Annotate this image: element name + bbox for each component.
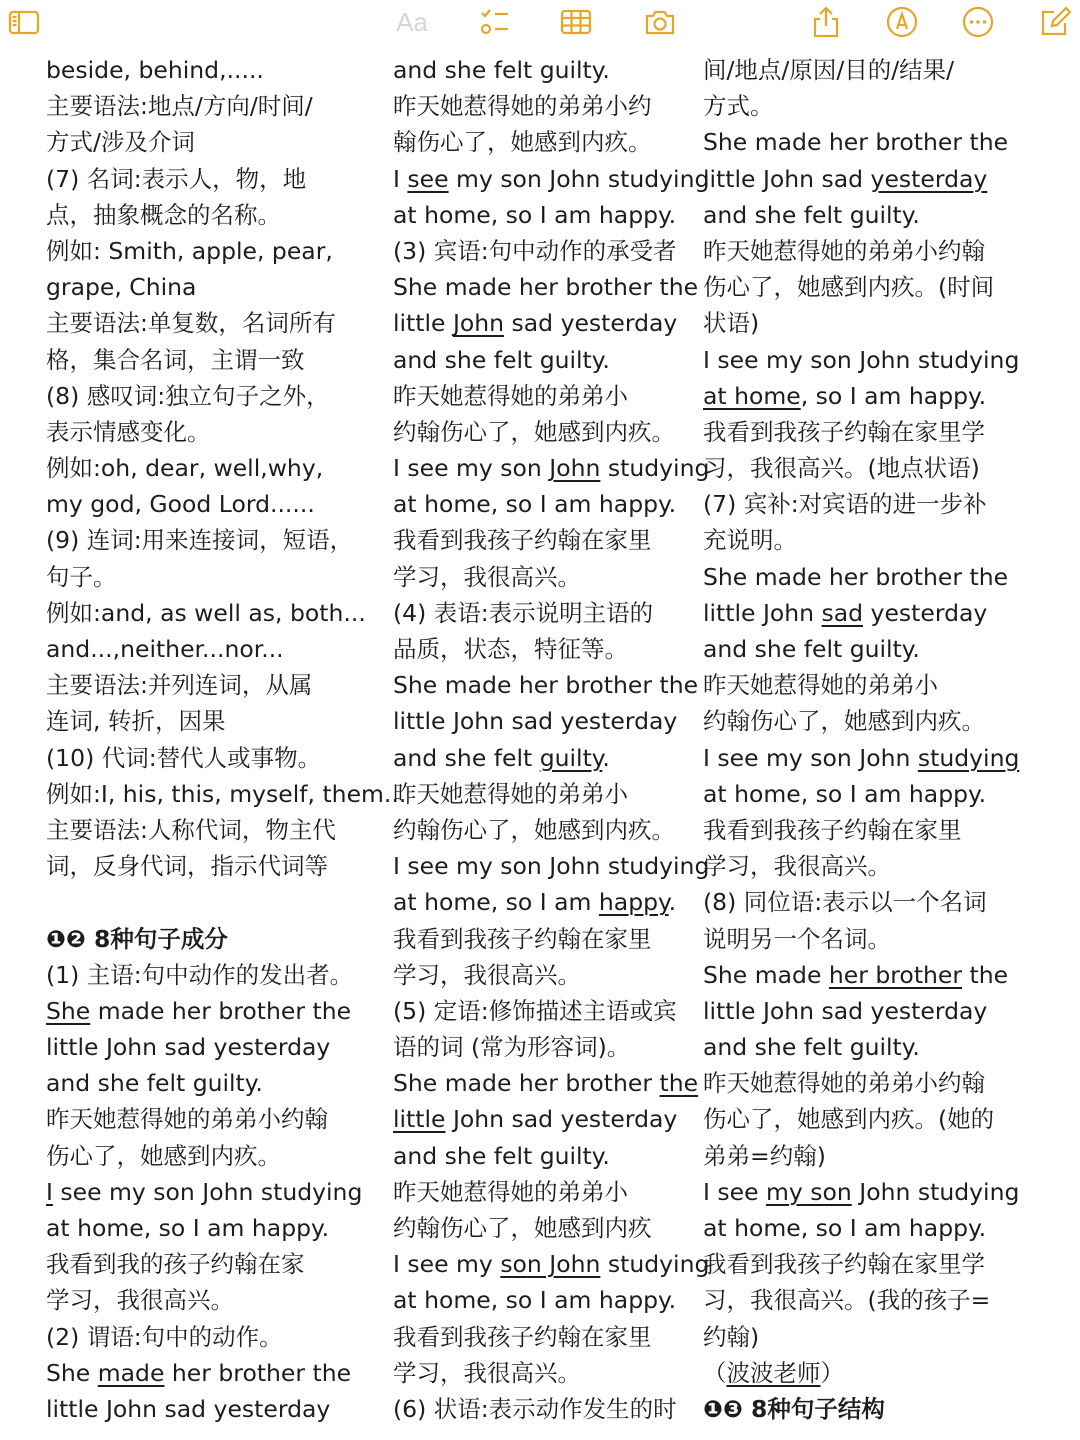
text-segment: 我看到我孩子约翰在家里 [703,815,962,844]
note-line [46,703,396,739]
text-segment: I see my [393,1250,501,1279]
note-line [46,1065,396,1101]
note-line [46,812,396,848]
note-line [46,776,407,812]
underlined-text: made [97,1358,165,1387]
note-line [46,1391,396,1427]
note-line [46,1138,396,1174]
note-line [703,884,1073,920]
note-line [703,124,1073,160]
note-line [393,88,703,124]
text-segment: 主要语法:人称代词，物主代 [46,815,336,844]
note-line [393,703,703,739]
note-line [393,667,703,703]
text-segment: She made her brother the [393,671,699,700]
text-segment: little [393,309,453,338]
note-column-1 [46,52,407,1427]
note-line [703,1174,1073,1210]
more-options-icon[interactable] [958,2,998,42]
note-line [393,595,703,631]
text-segment: 例如:and, as well as, both... [46,598,366,627]
text-segment: 我看到我孩子约翰在家里 [393,1322,652,1351]
text-segment: 弟弟=约翰) [703,1141,826,1170]
text-segment: (8) 同位语:表示以一个名词 [703,888,987,917]
underlined-text: studying [917,743,1020,772]
text-segment: I see my son John [703,743,918,772]
text-segment: 例如: Smith, apple, pear, [46,236,333,265]
text-segment: and she felt guilty. [393,345,610,374]
text-segment: 昨天她惹得她的弟弟小约翰 [46,1105,328,1134]
text-segment: 约翰) [703,1322,760,1351]
note-line [393,378,703,414]
note-line [703,1319,1073,1355]
text-segment: I see my son John studying [703,345,1020,374]
text-segment: little John sad yesterday [393,707,678,736]
note-line [46,378,396,414]
note-line [46,559,396,595]
text-segment: 间/地点/原因/目的/结果/ [703,56,955,84]
text-segment: the [962,960,1009,989]
note-line [703,1391,1073,1427]
text-segment: sad yesterday [504,309,678,338]
note-line [703,559,1073,595]
text-segment: 充说明。 [703,526,797,555]
text-segment: 昨天她惹得她的弟弟小约翰 [703,1069,985,1098]
note-line [703,1246,1073,1282]
text-segment: 表示情感变化。 [46,417,211,446]
note-line [393,631,703,667]
checklist-icon[interactable] [474,2,514,42]
note-line [46,1355,396,1391]
note-line [393,1210,703,1246]
text-segment: at home, so I am happy. [393,490,677,519]
text-segment: 学习，我很高兴。 [393,1358,581,1387]
underlined-text: see [407,164,449,193]
text-segment: little John sad [703,164,871,193]
note-line [703,305,1073,341]
note-line [46,957,396,993]
text-segment: 昨天她惹得她的弟弟小 [703,671,938,700]
note-line [393,957,703,993]
note-line [393,1065,703,1101]
text-segment: 方式/涉及介词 [46,128,195,157]
text-segment: 语的词 (常为形容词)。 [393,1033,631,1062]
text-segment: and she felt [393,743,540,772]
note-line [703,522,1073,558]
text-segment: studying [600,1250,710,1279]
note-column-2 [393,52,710,1427]
note-line [703,197,1073,233]
note-line [393,124,703,160]
note-line [393,776,703,812]
note-line [703,776,1073,812]
text-segment: (2) 谓语:句中的动作。 [46,1322,283,1351]
text-segment: and she felt guilty. [703,1033,920,1062]
note-line [46,1282,396,1318]
text-segment: at home, so I am happy. [703,779,987,808]
text-segment: 主要语法:单复数，名词所有 [46,309,336,338]
text-segment: grape, China [46,273,197,302]
text-segment: She made [703,960,829,989]
note-line [46,52,396,88]
text-segment: 昨天她惹得她的弟弟小约 [393,92,652,121]
text-segment: She made her brother the [393,273,699,302]
underlined-text: 波波老师 [726,1358,821,1387]
note-line [393,486,703,522]
text-segment: (7) 名词:表示人，物，地 [46,164,307,193]
text-segment: (8) 感叹词:独立句子之外， [46,381,330,410]
text-segment: She made her brother [393,1069,660,1098]
text-segment: 例如:oh, dear, well,why, [46,454,324,483]
text-segment: at home, so I am happy. [393,200,677,229]
text-segment: . [668,888,677,917]
note-column-3 [703,52,1073,1427]
note-line [703,52,1073,88]
note-line [46,1101,396,1137]
note-line [46,921,396,957]
text-segment: I see [703,1177,767,1206]
note-line [703,414,1073,450]
note-line [393,197,703,233]
note-line [46,269,396,305]
underlined-text: her brother [828,960,963,989]
text-segment: 伤心了，她感到内疚。 [46,1141,281,1170]
note-line [703,1101,1073,1137]
text-segment: 品质，状态，特征等。 [393,635,628,663]
text-segment: 昨天她惹得她的弟弟小约翰 [703,236,985,265]
note-line [703,812,1073,848]
text-segment: studying [600,454,710,483]
note-line [393,1101,703,1137]
note-line [393,1282,703,1318]
text-segment: 学习，我很高兴。 [393,960,581,989]
underlined-text: yesterday [870,164,988,193]
note-line [703,1138,1073,1174]
text-segment: 主要语法:并列连词，从属 [46,671,313,700]
note-line [703,848,1073,884]
text-segment: (3) 宾语:句中动作的承受者 [393,236,677,265]
underlined-text: John [549,454,601,483]
note-line [46,233,396,269]
text-segment: (1) 主语:句中动作的发出者。 [46,960,354,989]
text-segment: 昨天她惹得她的弟弟小 [393,1177,628,1206]
text-segment: beside, behind,..... [46,56,264,84]
text-segment: 翰伤心了，她感到内疚。 [393,128,652,157]
text-segment: 昨天她惹得她的弟弟小 [393,779,628,808]
text-segment: at home, so I am happy. [46,1214,330,1242]
share-icon[interactable] [806,2,846,42]
text-segment: ） [820,1358,844,1387]
text-segment: 我看到我的孩子约翰在家 [46,1250,305,1279]
text-segment: 主要语法:地点/方向/时间/ [46,92,313,121]
underlined-text: guilty [539,743,603,772]
text-segment: 学习，我很高兴。 [46,1286,234,1315]
note-line [703,342,1073,378]
note-line [46,1210,396,1246]
underlined-text: I [46,1177,53,1206]
text-segment: see my son John studying [52,1177,363,1206]
text-segment: （ [703,1358,727,1387]
note-line [703,1210,1073,1246]
text-segment: 格，集合名词，主谓一致 [46,345,305,374]
note-line [703,921,1073,957]
note-line [393,884,703,920]
text-segment: 方式。 [703,92,774,121]
text-segment: 我看到我孩子约翰在家里 [393,924,652,953]
text-format-button[interactable]: Aa [396,6,428,37]
section-heading: ❶❷ 8种句子成分 [46,924,228,953]
text-segment: 习，我很高兴。(我的孩子= [703,1286,991,1315]
text-segment: little John sad yesterday [46,1033,331,1062]
text-segment: 说明另一个名词。 [703,924,891,953]
markup-pen-icon[interactable] [882,2,922,42]
text-segment: (10) 代词:替代人或事物。 [46,743,322,772]
note-line [393,848,710,884]
text-segment: made her brother the [90,996,352,1025]
note-line [393,522,703,558]
note-line [46,124,396,160]
text-segment: 状语) [703,309,760,338]
note-line [703,269,1073,305]
note-line [46,1029,396,1065]
text-segment: I see my son John studying [393,852,710,881]
note-line [393,269,703,305]
note-line [393,993,703,1029]
underlined-text: John [452,309,505,338]
note-line [46,848,396,884]
text-segment: 伤心了，她感到内疚。(她的 [703,1105,995,1134]
text-segment: and she felt guilty. [703,635,920,663]
underlined-text: happy [598,888,669,917]
note-line [46,522,396,558]
text-segment: 习，我很高兴。(地点状语) [703,454,980,483]
text-segment: (4) 表语:表示说明主语的 [393,598,654,627]
note-line [46,197,396,233]
note-line [393,1138,703,1174]
note-line [393,305,703,341]
text-segment: 伤心了，她感到内疚。(时间 [703,273,995,302]
text-segment: 约翰伤心了，她感到内疚。 [703,707,985,736]
underlined-text: son John [500,1250,601,1279]
text-segment: (6) 状语:表示动作发生的时 [393,1394,677,1423]
note-line [393,342,703,378]
note-line [46,88,396,124]
note-line [703,1065,1073,1101]
text-segment: and she felt guilty. [703,200,920,229]
note-line [46,631,396,667]
note-line [703,378,1073,414]
text-segment: 我看到我孩子约翰在家里学 [703,1250,985,1279]
note-line [703,595,1073,631]
text-segment: 句子。 [46,562,117,591]
note-line [393,450,710,486]
note-line [703,667,1073,703]
text-segment: 例如:I, his, this, myself, them... [46,779,407,808]
text-segment: and she felt guilty. [393,56,610,84]
note-line [393,1319,703,1355]
text-segment: 我看到我孩子约翰在家里学 [703,417,985,446]
camera-icon[interactable] [640,2,680,42]
underlined-text: sad [821,598,864,627]
text-segment: her brother the [164,1358,352,1387]
text-segment: little John [703,598,822,627]
compose-icon[interactable] [1036,2,1076,42]
sidebar-toggle-icon[interactable] [4,2,44,42]
note-line [703,1355,1073,1391]
text-segment: at home, so I am happy. [703,1214,987,1242]
note-line [703,450,1073,486]
note-line [393,414,703,450]
note-line [393,921,703,957]
note-line [393,1029,703,1065]
note-line [703,703,1073,739]
text-segment: and she felt guilty. [393,1141,610,1170]
text-segment: John studying [851,1177,1020,1206]
note-line [703,957,1073,993]
text-segment: 约翰伤心了，她感到内疚。 [393,417,675,446]
note-line [46,1174,396,1210]
text-segment: at home, so I am [393,888,599,917]
text-segment: (5) 定语:修饰描述主语或宾 [393,996,677,1025]
note-line [46,342,396,378]
text-segment: . [602,743,610,772]
note-line [46,486,396,522]
text-segment: yesterday [863,598,988,627]
text-segment: 昨天她惹得她的弟弟小 [393,381,628,410]
text-segment: and she felt guilty. [46,1069,263,1098]
note-line [46,414,396,450]
note-line [393,559,703,595]
note-line [703,631,1073,667]
text-segment: John sad yesterday [445,1105,678,1134]
note-line [703,1029,1073,1065]
note-line [46,1319,396,1355]
text-segment: She [46,1358,98,1387]
note-line [393,812,703,848]
note-line [46,305,396,341]
text-segment: 约翰伤心了，她感到内疚 [393,1214,652,1242]
note-line [393,1391,703,1427]
text-segment: 我看到我孩子约翰在家里 [393,526,652,555]
text-segment: 约翰伤心了，她感到内疚。 [393,815,675,844]
note-line [393,740,703,776]
note-line [46,740,396,776]
note-line [46,450,396,486]
note-line [393,52,703,88]
note-line [46,1246,396,1282]
text-segment: 学习，我很高兴。 [703,852,891,881]
text-segment: at home, so I am happy. [393,1286,677,1315]
text-segment: (9) 连词:用来连接词，短语， [46,526,354,555]
text-segment: my son John studying [448,164,710,193]
text-segment: 学习，我很高兴。 [393,562,581,591]
note-line [703,161,1073,197]
note-line [393,1355,703,1391]
note-line [703,486,1073,522]
text-segment: 词，反身代词，指示代词等 [46,852,328,881]
underlined-text: little [393,1105,446,1134]
text-segment: (7) 宾补:对宾语的进一步补 [703,490,987,519]
note-line [703,993,1073,1029]
underlined-text: the [659,1069,699,1098]
note-line [703,88,1073,124]
text-segment: 点，抽象概念的名称。 [46,200,281,229]
text-segment: , so I am happy. [800,381,987,410]
text-segment: little John sad yesterday [46,1394,331,1423]
note-line [46,595,396,631]
note-line [46,667,396,703]
text-segment: I [393,164,408,193]
note-line [703,740,1073,776]
section-heading: ❶❸ 8种句子结构 [703,1394,885,1423]
text-segment: little John sad yesterday [703,996,988,1025]
text-segment: my god, Good Lord...... [46,490,315,519]
text-segment: She made her brother the [703,128,1009,157]
underlined-text: She [46,996,91,1025]
notes-toolbar [0,0,1080,44]
text-segment: I see my son [393,454,550,483]
note-line [393,1174,703,1210]
table-icon[interactable] [556,2,596,42]
note-line [393,233,703,269]
text-segment: and...,neither...nor... [46,635,284,663]
underlined-text: at home [703,381,801,410]
note-line [703,233,1073,269]
note-line [46,884,396,920]
note-line [393,1246,710,1282]
note-line [393,161,710,197]
underlined-text: my son [766,1177,852,1206]
note-line [46,161,396,197]
note-line [703,1282,1073,1318]
note-line [46,993,396,1029]
text-segment: She made her brother the [703,562,1009,591]
text-segment: 连词, 转折，因果 [46,707,226,736]
